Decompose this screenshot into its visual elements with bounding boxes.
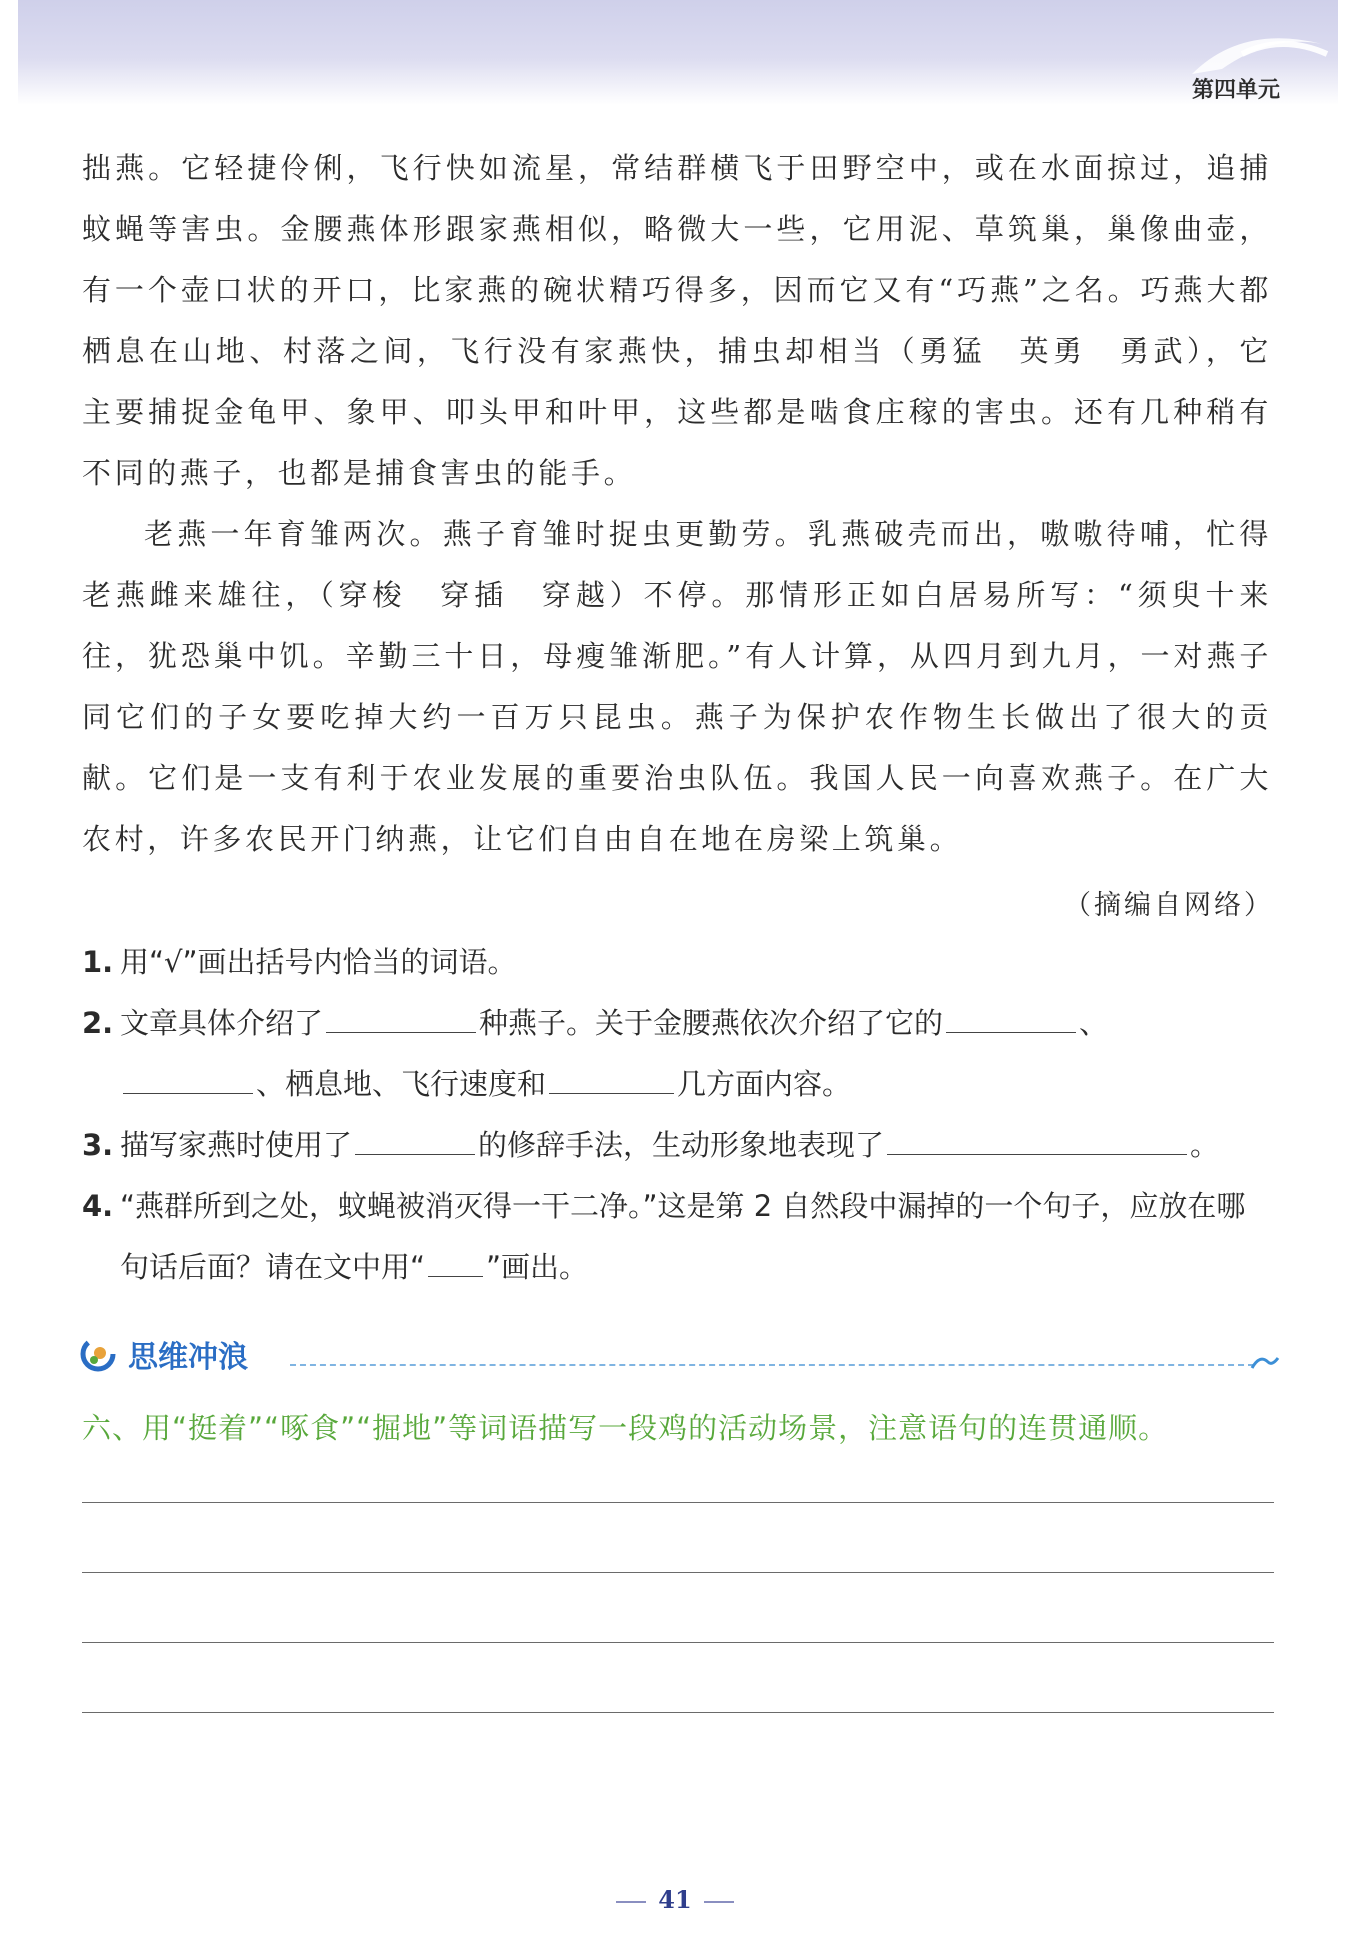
- question-4: [82, 1176, 1274, 1298]
- answer-blank[interactable]: [887, 1132, 1187, 1155]
- question-text: 描写家燕时使用了: [120, 1128, 353, 1162]
- question-text: 文章具体介绍了: [120, 1006, 324, 1040]
- answer-blank[interactable]: [946, 1010, 1076, 1033]
- question-3: [82, 1115, 1274, 1176]
- header-banner: [18, 0, 1338, 105]
- writing-line[interactable]: [82, 1642, 1274, 1643]
- question-number: 2.: [82, 1006, 114, 1040]
- article-paragraph-2: 老燕一年育雏两次。燕子育雏时捉虫更勤劳。乳燕破壳而出，嗷嗷待哺，忙得老燕雌来雄往，（穿梭 穿插 穿越）不停。那情形正如白居易所写：“须臾十来往，犹恐巢中饥。辛勤三十日，母瘦雏渐肥。”有人计算，从四月到九月，一对燕子同它们的子女要吃掉大约一百万只昆虫。燕子为保护农作物生长做出了很大的贡献。它们是一支有利于农业发展的重要治虫队伍。我国人民一向喜欢燕子。在广大农村，许多农民开门纳燕，让它们自由自在地在房梁上筑巢。: [82, 517, 1272, 856]
- article-paragraph-1: 拙燕。它轻捷伶俐，飞行快如流星，常结群横飞于田野空中，或在水面掠过，追捕蚊蝇等害虫。金腰燕体形跟家燕相似，略微大一些，它用泥、草筑巢，巢像曲壶，有一个壶口状的开口，比家燕的碗状精巧得多，因而它又有“巧燕”之名。巧燕大都栖息在山地、村落之间，飞行没有家燕快，捕虫却相当（勇猛 英勇 勇武），它主要捕捉金龟甲、象甲、叩头甲和叶甲，这些都是啮食庄稼的害虫。还有几种稍有不同的燕子，也都是捕食害虫的能手。: [82, 151, 1272, 490]
- underline-sample: [428, 1256, 483, 1277]
- answer-blank[interactable]: [355, 1132, 475, 1155]
- question-text: 。: [1190, 1128, 1220, 1162]
- question-2: [82, 993, 1274, 1115]
- question-number: 3.: [82, 1128, 114, 1162]
- question-text: 用“√”画出括号内恰当的词语。: [120, 945, 517, 979]
- unit-label: 第四单元: [1191, 78, 1280, 103]
- section-header: [80, 1330, 1280, 1380]
- question-text: 、栖息地、飞行速度和: [256, 1067, 547, 1101]
- writing-line[interactable]: [82, 1572, 1274, 1573]
- question-text: 种燕子。关于金腰燕依次介绍了它的: [479, 1006, 944, 1040]
- writing-line[interactable]: [82, 1502, 1274, 1503]
- swirl-icon: [80, 1336, 116, 1372]
- article-text: [82, 138, 1272, 870]
- question-number: 1.: [82, 945, 114, 979]
- section-divider: [290, 1364, 1254, 1366]
- page-number-value: 41: [658, 1885, 692, 1914]
- divider: [704, 1901, 734, 1903]
- writing-line[interactable]: [82, 1712, 1274, 1713]
- question-text: “燕群所到之处，蚊蝇被消灭得一干二净。”这是第 2 自然段中漏掉的一个句子，应放在哪句话后面？请在文中用“: [120, 1189, 1246, 1284]
- question-text: 、: [1079, 1006, 1109, 1040]
- answer-blank[interactable]: [123, 1071, 253, 1094]
- question-text: 几方面内容。: [677, 1067, 852, 1101]
- question-number: 4.: [82, 1189, 114, 1223]
- section-title: 思维冲浪: [128, 1340, 248, 1375]
- answer-blank[interactable]: [549, 1071, 674, 1094]
- divider: [616, 1901, 646, 1903]
- page-number: [0, 1885, 1350, 1914]
- writing-task: 六、用“挺着”“啄食”“掘地”等词语描写一段鸡的活动场景，注意语句的连贯通顺。: [82, 1411, 1169, 1445]
- question-text: 的修辞手法，生动形象地表现了: [478, 1128, 885, 1162]
- question-1: [82, 932, 1274, 993]
- question-text: ”画出。: [486, 1250, 589, 1284]
- answer-blank[interactable]: [326, 1010, 476, 1033]
- question-list: [82, 932, 1274, 1298]
- article-source: （摘编自网络）: [1064, 890, 1274, 921]
- wave-icon: [1250, 1352, 1280, 1370]
